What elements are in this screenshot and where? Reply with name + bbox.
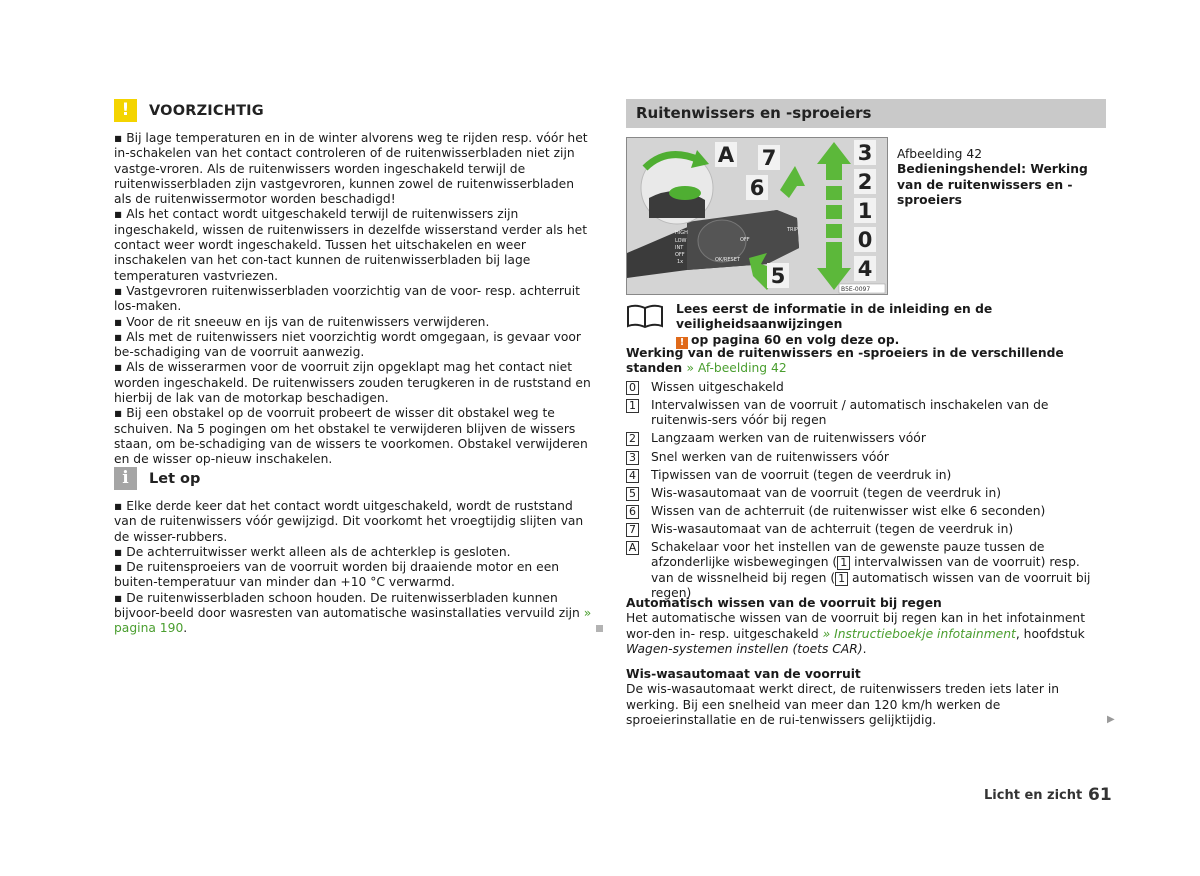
warning-bullet: ▪ Voor de rit sneeuw en ijs van de ruitenwissers verwijderen. bbox=[114, 314, 490, 329]
section-title: Ruitenwissers en -sproeiers bbox=[636, 104, 872, 122]
label-5: 5 bbox=[770, 264, 786, 288]
legend-key: 4 bbox=[626, 469, 639, 483]
lever-label-1x: 1x bbox=[677, 259, 684, 265]
warning-bullet: ▪ Bij een obstakel op de voorruit probeert de wisser dit obstakel weg te schuiven. Na 5 pogingen om het obstakel te verwijderen blijven de wissers staan, om be-schadiging van de wissers te voorkomen. Obstakel verwijderen en de wisser op-nieuw inschakelen. bbox=[114, 406, 588, 467]
lever-label-trip: TRIP bbox=[787, 227, 799, 233]
continue-arrow-icon: ▶ bbox=[1107, 714, 1115, 725]
label-1: 1 bbox=[857, 199, 873, 223]
label-a: A bbox=[717, 143, 735, 167]
legend-text: Tipwissen van de voorruit (tegen de veerdruk in) bbox=[651, 467, 952, 482]
ref-note-line2-text: op pagina 60 en volg deze op. bbox=[691, 332, 900, 347]
legend-text: Wis-wasautomaat van de voorruit (tegen de veerdruk in) bbox=[651, 485, 1002, 500]
legend-text: Wis-wasautomaat van de achterruit (tegen de veerdruk in) bbox=[651, 521, 1014, 536]
auto-section bbox=[626, 596, 1096, 657]
warning-bullet: ▪ Bij lage temperaturen en in de winter alvorens weg te rijden resp. vóór het in-schakelen van het contact controleren of de ruitenwisserbladen niet zijn vastge-vroren. Als de ruitenwissers worden ingeschakeld terwijl de ruitenwisserbladen zijn vastgevroren, kunnen zowel de ruitenwisserbladen als de ruitenwissermotor worden beschadigd! bbox=[114, 131, 588, 207]
legend-key: 6 bbox=[626, 505, 639, 519]
intro-text bbox=[626, 346, 1096, 377]
auto-heading: Automatisch wissen van de voorruit bij regen bbox=[626, 596, 942, 610]
lever-label-high: HIGH bbox=[675, 230, 688, 236]
legend-item bbox=[626, 450, 1106, 465]
warning-bullet: ▪ Als het contact wordt uitgeschakeld terwijl de ruitenwissers zijn ingeschakeld, wissen de ruitenwissers in dezelfde wisserstand verder als het contact weer wordt ingeschakeld. Tussen het uitschakelen en weer inschakelen van het con-tact kunnen de ruitenwisserbladen bij lage temperaturen vastvriezen. bbox=[114, 207, 588, 283]
intro-heading: Werking van de ruitenwissers en -sproeiers in de verschillende standen bbox=[626, 346, 1064, 376]
label-0: 0 bbox=[857, 228, 873, 252]
legend-a-part1: Schakelaar voor het instellen van de gewenste pauze tussen de afzonderlijke wisbewegingen ( bbox=[651, 540, 1045, 570]
legend-item bbox=[626, 486, 1106, 501]
legend-key: A bbox=[626, 541, 639, 555]
warning-title: VOORZICHTIG bbox=[149, 103, 264, 119]
section-header bbox=[626, 99, 1106, 128]
legend-key: 2 bbox=[626, 432, 639, 446]
figure-link[interactable]: » Af-beelding 42 bbox=[686, 361, 787, 376]
figure-number: Afbeelding 42 bbox=[897, 147, 983, 161]
legend-item bbox=[626, 380, 1106, 395]
legend-text: Snel werken van de ruitenwissers vóór bbox=[651, 449, 889, 464]
auto-text: Het automatische wissen van de voorruit bij regen kan in het infotainment wor-den in- resp. uitgeschakeld bbox=[626, 611, 1086, 641]
infotainment-link[interactable]: » Instructieboekje infotainment bbox=[822, 626, 1016, 641]
legend-key: 0 bbox=[626, 381, 639, 395]
lever-label-off: OFF bbox=[675, 252, 685, 258]
lever-label-low: LOW bbox=[675, 238, 687, 244]
legend-key: 3 bbox=[626, 451, 639, 465]
lever-label-int: INT bbox=[675, 245, 684, 251]
label-3: 3 bbox=[857, 141, 873, 165]
warning-body bbox=[114, 131, 595, 468]
legend-list bbox=[626, 380, 1106, 604]
note-bullet: ▪ De ruitensproeiers van de voorruit worden bij draaiende motor en een buiten-temperatuur van minder dan +10 °C verwarmd. bbox=[114, 560, 560, 590]
legend-a-part3: automatisch wissen van de voorruit bij regen) bbox=[651, 570, 1091, 600]
note-bullet bbox=[114, 591, 595, 637]
legend-text: Langzaam werken van de ruitenwissers vóór bbox=[651, 431, 926, 446]
ref-note bbox=[676, 302, 1104, 349]
page-link[interactable]: » pagina 190 bbox=[114, 606, 592, 636]
page-number: 61 bbox=[1088, 785, 1112, 805]
warning-icon: ! bbox=[114, 99, 137, 122]
auto-italic: Wagen-systemen instellen (toets CAR) bbox=[626, 641, 863, 656]
lever-label-off2: OFF bbox=[740, 237, 750, 243]
legend-text: Intervalwissen van de voorruit / automatisch inschakelen van de ruitenwis-sers vóór bij regen bbox=[651, 398, 1049, 428]
auto-body bbox=[626, 611, 1096, 657]
warning-bullet: ▪ Als de wisserarmen voor de voorruit zijn opgeklapt mag het contact niet worden ingeschakeld. De ruitenwissers zouden terugkeren in de ruststand en hierbij de lak van de motorkap beschadigen. bbox=[114, 360, 591, 406]
legend-text bbox=[651, 540, 1106, 601]
ref-note-line1: Lees eerst de informatie in de inleiding en de veiligheidsaanwijzingen bbox=[676, 302, 993, 332]
info-icon: i bbox=[114, 467, 137, 490]
small-warning-icon: ! bbox=[676, 337, 688, 349]
legend-item bbox=[626, 468, 1106, 483]
ref-box: 1 bbox=[835, 572, 848, 586]
label-4: 4 bbox=[857, 257, 873, 281]
legend-item bbox=[626, 522, 1106, 537]
figure-title: Bedieningshendel: Werking van de ruitenwissers en -sproeiers bbox=[897, 162, 1088, 207]
legend-item-a bbox=[626, 540, 1106, 601]
end-square bbox=[596, 625, 603, 632]
lever-label-okreset: OK/RESET bbox=[715, 257, 740, 263]
auto-text2: , hoofdstuk bbox=[1015, 626, 1085, 641]
footer-section: Licht en zicht bbox=[984, 788, 1083, 803]
note-bullet: ▪ Elke derde keer dat het contact wordt uitgeschakeld, wordt de ruststand van de ruitenwissers vóór gewijzigd. Dit voorkomt het vroegtijdig slijten van de wisser-rubbers. bbox=[114, 499, 584, 544]
wiper-lever-illustration bbox=[627, 138, 887, 294]
legend-item bbox=[626, 504, 1106, 519]
legend-key: 1 bbox=[626, 399, 639, 413]
legend-key: 5 bbox=[626, 487, 639, 501]
legend-a-part2: intervalwissen van de voorruit) resp. van de wissnelheid bij regen ( bbox=[651, 555, 1080, 585]
note-last-text: ▪ De ruitenwisserbladen schoon houden. De ruitenwisserbladen kunnen bijvoor-beeld door wasresten van automatische wasinstallaties vervuild zijn bbox=[114, 590, 580, 621]
legend-key: 7 bbox=[626, 523, 639, 537]
legend-text: Wissen uitgeschakeld bbox=[651, 380, 784, 394]
figure-code: B5E-0097 bbox=[841, 286, 871, 293]
wis-heading: Wis-wasautomaat van de voorruit bbox=[626, 667, 861, 681]
warning-bullet: ▪ Als met de ruitenwissers niet voorzichtig wordt omgegaan, is gevaar voor be-schadiging van de voorruit aanwezig. bbox=[114, 329, 581, 360]
label-2: 2 bbox=[857, 170, 873, 194]
wis-body: De wis-wasautomaat werkt direct, de ruitenwissers treden iets later in werking. Bij een snelheid van meer dan 120 km/h werken de sproeierinstallatie en de rui-tenwissers gelijktijdig. bbox=[626, 682, 1060, 727]
wis-section bbox=[626, 667, 1096, 728]
legend-item bbox=[626, 398, 1106, 429]
warning-bullet: ▪ Vastgevroren ruitenwisserbladen voorzichtig van de voor- resp. achterruit los-maken. bbox=[114, 283, 580, 314]
note-bullet: ▪ De achterruitwisser werkt alleen als de achterklep is gesloten. bbox=[114, 544, 511, 559]
label-7: 7 bbox=[761, 146, 777, 170]
label-6: 6 bbox=[749, 176, 765, 200]
auto-end: . bbox=[862, 641, 867, 656]
note-body bbox=[114, 499, 595, 637]
book-icon bbox=[626, 303, 664, 329]
legend-item bbox=[626, 431, 1106, 446]
figure-caption bbox=[897, 147, 1102, 208]
legend-text: Wissen van de achterruit (de ruitenwisser wist elke 6 seconden) bbox=[651, 503, 1046, 518]
figure-wiper-lever bbox=[626, 137, 888, 295]
ref-box: 1 bbox=[837, 556, 850, 570]
note-last-end: . bbox=[183, 621, 188, 636]
note-title: Let op bbox=[149, 471, 201, 487]
